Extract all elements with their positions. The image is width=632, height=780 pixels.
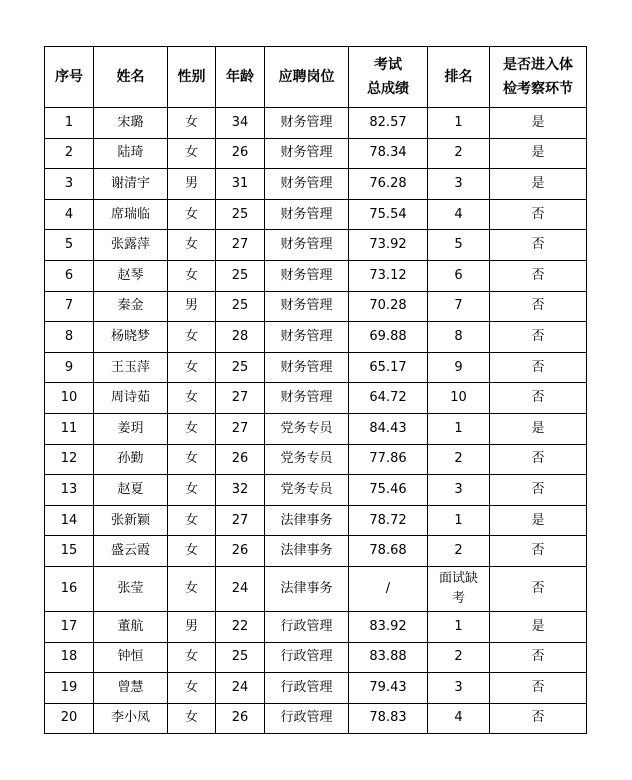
cell-rank: 面试缺 考 bbox=[428, 566, 490, 611]
cell-age: 27 bbox=[216, 230, 265, 261]
cell-position: 行政管理 bbox=[265, 611, 349, 642]
cell-gender: 女 bbox=[168, 383, 216, 414]
table-row bbox=[45, 673, 587, 704]
header-gender: 性别 bbox=[168, 47, 216, 108]
cell-position: 财务管理 bbox=[265, 169, 349, 200]
cell-age: 27 bbox=[216, 505, 265, 536]
cell-advance: 否 bbox=[490, 322, 587, 353]
cell-gender: 男 bbox=[168, 611, 216, 642]
cell-gender: 女 bbox=[168, 703, 216, 734]
table-row bbox=[45, 611, 587, 642]
table-row bbox=[45, 322, 587, 353]
cell-name: 陆琦 bbox=[94, 138, 168, 169]
cell-position: 行政管理 bbox=[265, 642, 349, 673]
cell-gender: 女 bbox=[168, 673, 216, 704]
cell-position: 法律事务 bbox=[265, 536, 349, 567]
cell-advance: 是 bbox=[490, 611, 587, 642]
cell-rank: 9 bbox=[428, 352, 490, 383]
cell-name: 曾慧 bbox=[94, 673, 168, 704]
table-row bbox=[45, 444, 587, 475]
cell-rank: 7 bbox=[428, 291, 490, 322]
cell-gender: 女 bbox=[168, 505, 216, 536]
header-age: 年龄 bbox=[216, 47, 265, 108]
table-row bbox=[45, 230, 587, 261]
cell-rank: 3 bbox=[428, 475, 490, 506]
cell-rank: 2 bbox=[428, 536, 490, 567]
cell-gender: 女 bbox=[168, 642, 216, 673]
cell-age: 26 bbox=[216, 444, 265, 475]
cell-no: 20 bbox=[45, 703, 94, 734]
cell-name: 盛云霞 bbox=[94, 536, 168, 567]
table-row bbox=[45, 352, 587, 383]
table-row bbox=[45, 566, 587, 611]
cell-gender: 女 bbox=[168, 199, 216, 230]
cell-age: 22 bbox=[216, 611, 265, 642]
cell-gender: 女 bbox=[168, 322, 216, 353]
cell-no: 1 bbox=[45, 108, 94, 139]
cell-position: 财务管理 bbox=[265, 260, 349, 291]
cell-rank: 1 bbox=[428, 505, 490, 536]
cell-position: 党务专员 bbox=[265, 444, 349, 475]
cell-score: 64.72 bbox=[349, 383, 428, 414]
table-body bbox=[45, 108, 587, 734]
results-table bbox=[44, 46, 587, 734]
header-advance: 是否进入体 检考察环节 bbox=[490, 47, 587, 108]
cell-age: 24 bbox=[216, 673, 265, 704]
cell-advance: 否 bbox=[490, 444, 587, 475]
table-row bbox=[45, 505, 587, 536]
cell-score: 83.92 bbox=[349, 611, 428, 642]
cell-no: 6 bbox=[45, 260, 94, 291]
cell-score: 75.54 bbox=[349, 199, 428, 230]
cell-advance: 是 bbox=[490, 413, 587, 444]
table-row bbox=[45, 703, 587, 734]
cell-name: 秦金 bbox=[94, 291, 168, 322]
table-row bbox=[45, 169, 587, 200]
cell-advance: 否 bbox=[490, 642, 587, 673]
cell-advance: 否 bbox=[490, 703, 587, 734]
cell-position: 行政管理 bbox=[265, 703, 349, 734]
cell-name: 赵夏 bbox=[94, 475, 168, 506]
cell-score: 79.43 bbox=[349, 673, 428, 704]
cell-score: 83.88 bbox=[349, 642, 428, 673]
cell-no: 18 bbox=[45, 642, 94, 673]
header-rank: 排名 bbox=[428, 47, 490, 108]
cell-score: 82.57 bbox=[349, 108, 428, 139]
header-no: 序号 bbox=[45, 47, 94, 108]
cell-age: 28 bbox=[216, 322, 265, 353]
cell-age: 26 bbox=[216, 536, 265, 567]
cell-no: 5 bbox=[45, 230, 94, 261]
cell-rank: 3 bbox=[428, 673, 490, 704]
cell-advance: 否 bbox=[490, 260, 587, 291]
cell-rank: 1 bbox=[428, 413, 490, 444]
cell-rank: 3 bbox=[428, 169, 490, 200]
cell-advance: 否 bbox=[490, 475, 587, 506]
table-row bbox=[45, 475, 587, 506]
cell-position: 法律事务 bbox=[265, 566, 349, 611]
cell-no: 4 bbox=[45, 199, 94, 230]
cell-advance: 是 bbox=[490, 108, 587, 139]
cell-gender: 女 bbox=[168, 108, 216, 139]
cell-no: 16 bbox=[45, 566, 94, 611]
cell-rank: 10 bbox=[428, 383, 490, 414]
cell-name: 张露萍 bbox=[94, 230, 168, 261]
cell-advance: 是 bbox=[490, 169, 587, 200]
cell-advance: 否 bbox=[490, 230, 587, 261]
cell-age: 26 bbox=[216, 703, 265, 734]
cell-age: 24 bbox=[216, 566, 265, 611]
cell-score: 77.86 bbox=[349, 444, 428, 475]
cell-age: 31 bbox=[216, 169, 265, 200]
cell-position: 财务管理 bbox=[265, 352, 349, 383]
cell-rank: 4 bbox=[428, 703, 490, 734]
cell-gender: 女 bbox=[168, 352, 216, 383]
cell-advance: 否 bbox=[490, 673, 587, 704]
cell-name: 宋璐 bbox=[94, 108, 168, 139]
cell-name: 席瑞临 bbox=[94, 199, 168, 230]
cell-no: 14 bbox=[45, 505, 94, 536]
cell-position: 财务管理 bbox=[265, 383, 349, 414]
cell-gender: 女 bbox=[168, 536, 216, 567]
cell-name: 李小凤 bbox=[94, 703, 168, 734]
cell-name: 董航 bbox=[94, 611, 168, 642]
cell-gender: 女 bbox=[168, 230, 216, 261]
cell-position: 财务管理 bbox=[265, 291, 349, 322]
cell-name: 赵琴 bbox=[94, 260, 168, 291]
cell-advance: 是 bbox=[490, 138, 587, 169]
cell-score: 65.17 bbox=[349, 352, 428, 383]
cell-rank: 5 bbox=[428, 230, 490, 261]
cell-gender: 男 bbox=[168, 291, 216, 322]
cell-no: 13 bbox=[45, 475, 94, 506]
cell-advance: 是 bbox=[490, 505, 587, 536]
cell-rank: 1 bbox=[428, 611, 490, 642]
cell-name: 王玉萍 bbox=[94, 352, 168, 383]
table-row bbox=[45, 260, 587, 291]
cell-age: 27 bbox=[216, 413, 265, 444]
table-row bbox=[45, 291, 587, 322]
table-row bbox=[45, 108, 587, 139]
cell-no: 15 bbox=[45, 536, 94, 567]
cell-rank: 2 bbox=[428, 138, 490, 169]
cell-name: 周诗茹 bbox=[94, 383, 168, 414]
header-position: 应聘岗位 bbox=[265, 47, 349, 108]
cell-gender: 女 bbox=[168, 138, 216, 169]
cell-no: 2 bbox=[45, 138, 94, 169]
cell-age: 25 bbox=[216, 642, 265, 673]
cell-rank: 2 bbox=[428, 642, 490, 673]
header-row bbox=[45, 47, 587, 108]
cell-age: 25 bbox=[216, 199, 265, 230]
cell-no: 19 bbox=[45, 673, 94, 704]
cell-score: 73.12 bbox=[349, 260, 428, 291]
cell-no: 12 bbox=[45, 444, 94, 475]
cell-position: 财务管理 bbox=[265, 199, 349, 230]
cell-age: 27 bbox=[216, 383, 265, 414]
cell-age: 25 bbox=[216, 260, 265, 291]
cell-position: 行政管理 bbox=[265, 673, 349, 704]
cell-advance: 否 bbox=[490, 291, 587, 322]
cell-advance: 否 bbox=[490, 566, 587, 611]
cell-position: 法律事务 bbox=[265, 505, 349, 536]
cell-rank: 8 bbox=[428, 322, 490, 353]
cell-rank: 6 bbox=[428, 260, 490, 291]
cell-gender: 女 bbox=[168, 444, 216, 475]
cell-advance: 否 bbox=[490, 199, 587, 230]
cell-name: 孙勤 bbox=[94, 444, 168, 475]
cell-score: / bbox=[349, 566, 428, 611]
cell-score: 78.68 bbox=[349, 536, 428, 567]
header-score: 考试 总成绩 bbox=[349, 47, 428, 108]
header-name: 姓名 bbox=[94, 47, 168, 108]
cell-age: 32 bbox=[216, 475, 265, 506]
cell-no: 10 bbox=[45, 383, 94, 414]
cell-age: 26 bbox=[216, 138, 265, 169]
cell-position: 党务专员 bbox=[265, 475, 349, 506]
cell-advance: 否 bbox=[490, 383, 587, 414]
cell-rank: 2 bbox=[428, 444, 490, 475]
cell-name: 姜玥 bbox=[94, 413, 168, 444]
cell-age: 25 bbox=[216, 291, 265, 322]
cell-no: 8 bbox=[45, 322, 94, 353]
cell-gender: 女 bbox=[168, 413, 216, 444]
cell-name: 杨晓梦 bbox=[94, 322, 168, 353]
cell-score: 78.83 bbox=[349, 703, 428, 734]
cell-score: 75.46 bbox=[349, 475, 428, 506]
cell-score: 84.43 bbox=[349, 413, 428, 444]
table-row bbox=[45, 138, 587, 169]
cell-gender: 女 bbox=[168, 260, 216, 291]
cell-age: 25 bbox=[216, 352, 265, 383]
cell-position: 财务管理 bbox=[265, 138, 349, 169]
cell-advance: 否 bbox=[490, 536, 587, 567]
table-row bbox=[45, 383, 587, 414]
cell-gender: 女 bbox=[168, 566, 216, 611]
cell-advance: 否 bbox=[490, 352, 587, 383]
table-row bbox=[45, 642, 587, 673]
cell-no: 3 bbox=[45, 169, 94, 200]
cell-score: 73.92 bbox=[349, 230, 428, 261]
cell-position: 财务管理 bbox=[265, 230, 349, 261]
cell-name: 钟恒 bbox=[94, 642, 168, 673]
cell-gender: 男 bbox=[168, 169, 216, 200]
cell-age: 34 bbox=[216, 108, 265, 139]
cell-score: 70.28 bbox=[349, 291, 428, 322]
cell-position: 财务管理 bbox=[265, 108, 349, 139]
cell-score: 76.28 bbox=[349, 169, 428, 200]
cell-score: 78.34 bbox=[349, 138, 428, 169]
cell-rank: 4 bbox=[428, 199, 490, 230]
cell-name: 张新颖 bbox=[94, 505, 168, 536]
cell-no: 9 bbox=[45, 352, 94, 383]
cell-name: 谢清宇 bbox=[94, 169, 168, 200]
cell-no: 17 bbox=[45, 611, 94, 642]
cell-no: 7 bbox=[45, 291, 94, 322]
table-row bbox=[45, 199, 587, 230]
cell-no: 11 bbox=[45, 413, 94, 444]
cell-rank: 1 bbox=[428, 108, 490, 139]
cell-gender: 女 bbox=[168, 475, 216, 506]
cell-position: 财务管理 bbox=[265, 322, 349, 353]
table-row bbox=[45, 536, 587, 567]
table-row bbox=[45, 413, 587, 444]
cell-name: 张莹 bbox=[94, 566, 168, 611]
cell-position: 党务专员 bbox=[265, 413, 349, 444]
cell-score: 69.88 bbox=[349, 322, 428, 353]
cell-score: 78.72 bbox=[349, 505, 428, 536]
